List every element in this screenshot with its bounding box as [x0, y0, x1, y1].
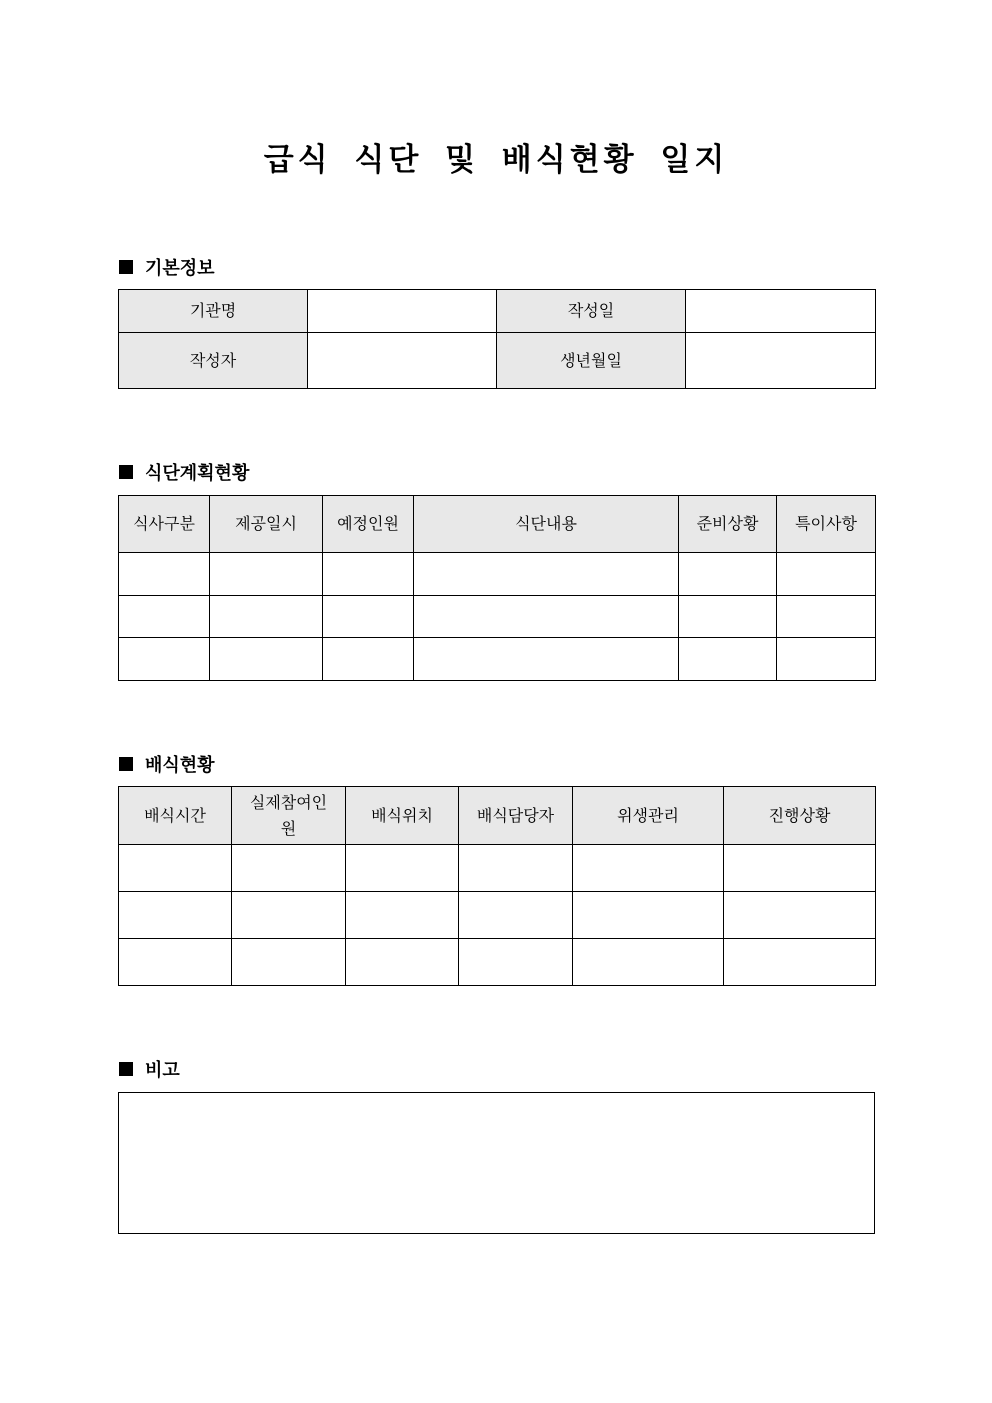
serving-table: [118, 786, 876, 986]
column-header: 배식담당자: [459, 787, 573, 845]
column-header: 식사구분: [119, 496, 210, 553]
table-cell[interactable]: [777, 553, 876, 596]
table-cell[interactable]: [323, 638, 414, 681]
table-cell[interactable]: [414, 596, 679, 638]
column-header: 준비상황: [679, 496, 777, 553]
column-header: 특이사항: [777, 496, 876, 553]
column-header: 진행상황: [724, 787, 876, 845]
table-cell[interactable]: [232, 845, 346, 892]
institution-name-label: 기관명: [119, 290, 308, 333]
table-row: [119, 553, 876, 596]
table-cell[interactable]: [414, 638, 679, 681]
square-bullet-icon: [119, 260, 133, 274]
table-header-row: [119, 787, 876, 845]
birth-date-label: 생년월일: [497, 333, 686, 389]
section-heading-basic-info: [119, 254, 215, 280]
table-cell[interactable]: [119, 638, 210, 681]
table-cell[interactable]: [119, 553, 210, 596]
column-header: 배식시간: [119, 787, 232, 845]
author-label: 작성자: [119, 333, 308, 389]
table-cell[interactable]: [573, 845, 724, 892]
table-cell[interactable]: [724, 892, 876, 939]
table-cell[interactable]: [210, 553, 323, 596]
table-row: [119, 596, 876, 638]
section-heading-serving: [119, 751, 215, 777]
table-cell[interactable]: [119, 939, 232, 986]
column-header: 예정인원: [323, 496, 414, 553]
remarks-box[interactable]: [118, 1092, 875, 1234]
table-cell[interactable]: [414, 553, 679, 596]
table-header-row: [119, 496, 876, 553]
square-bullet-icon: [119, 465, 133, 479]
table-cell[interactable]: [679, 553, 777, 596]
table-cell[interactable]: [679, 596, 777, 638]
table-cell[interactable]: [119, 596, 210, 638]
page-title: 급식 식단 및 배식현황 일지: [263, 142, 729, 178]
table-row: [119, 939, 876, 986]
table-cell[interactable]: [323, 553, 414, 596]
table-cell[interactable]: [459, 845, 573, 892]
birth-date-field[interactable]: [686, 333, 876, 389]
table-cell[interactable]: [573, 939, 724, 986]
basic-info-table: [118, 289, 876, 389]
column-header: 배식위치: [346, 787, 459, 845]
table-cell[interactable]: [346, 845, 459, 892]
table-cell[interactable]: [573, 892, 724, 939]
section-heading-label: 기본정보: [145, 258, 215, 279]
table-cell[interactable]: [119, 845, 232, 892]
square-bullet-icon: [119, 757, 133, 771]
table-cell[interactable]: [777, 596, 876, 638]
table-cell[interactable]: [232, 892, 346, 939]
table-cell[interactable]: [210, 596, 323, 638]
table-row: [119, 892, 876, 939]
column-header: 제공일시: [210, 496, 323, 553]
table-cell[interactable]: [459, 939, 573, 986]
date-written-field[interactable]: [686, 290, 876, 333]
section-heading-meal-plan: [119, 459, 249, 485]
table-row: [119, 333, 876, 389]
table-cell[interactable]: [724, 939, 876, 986]
column-header: 실제참여인원: [232, 787, 346, 845]
column-header: 위생관리: [573, 787, 724, 845]
section-heading-label: 배식현황: [145, 755, 215, 776]
meal-plan-table: [118, 495, 876, 681]
date-written-label: 작성일: [497, 290, 686, 333]
table-row: [119, 638, 876, 681]
table-cell[interactable]: [346, 892, 459, 939]
section-heading-remarks: [119, 1056, 180, 1082]
table-cell[interactable]: [323, 596, 414, 638]
table-cell[interactable]: [724, 845, 876, 892]
table-cell[interactable]: [679, 638, 777, 681]
section-heading-label: 비고: [145, 1060, 180, 1081]
section-heading-label: 식단계획현황: [145, 463, 250, 484]
institution-name-field[interactable]: [308, 290, 497, 333]
table-cell[interactable]: [777, 638, 876, 681]
table-row: [119, 845, 876, 892]
table-cell[interactable]: [346, 939, 459, 986]
table-cell[interactable]: [232, 939, 346, 986]
table-cell[interactable]: [210, 638, 323, 681]
column-header: 식단내용: [414, 496, 679, 553]
table-cell[interactable]: [459, 892, 573, 939]
table-row: [119, 290, 876, 333]
table-cell[interactable]: [119, 892, 232, 939]
square-bullet-icon: [119, 1062, 133, 1076]
author-field[interactable]: [308, 333, 497, 389]
